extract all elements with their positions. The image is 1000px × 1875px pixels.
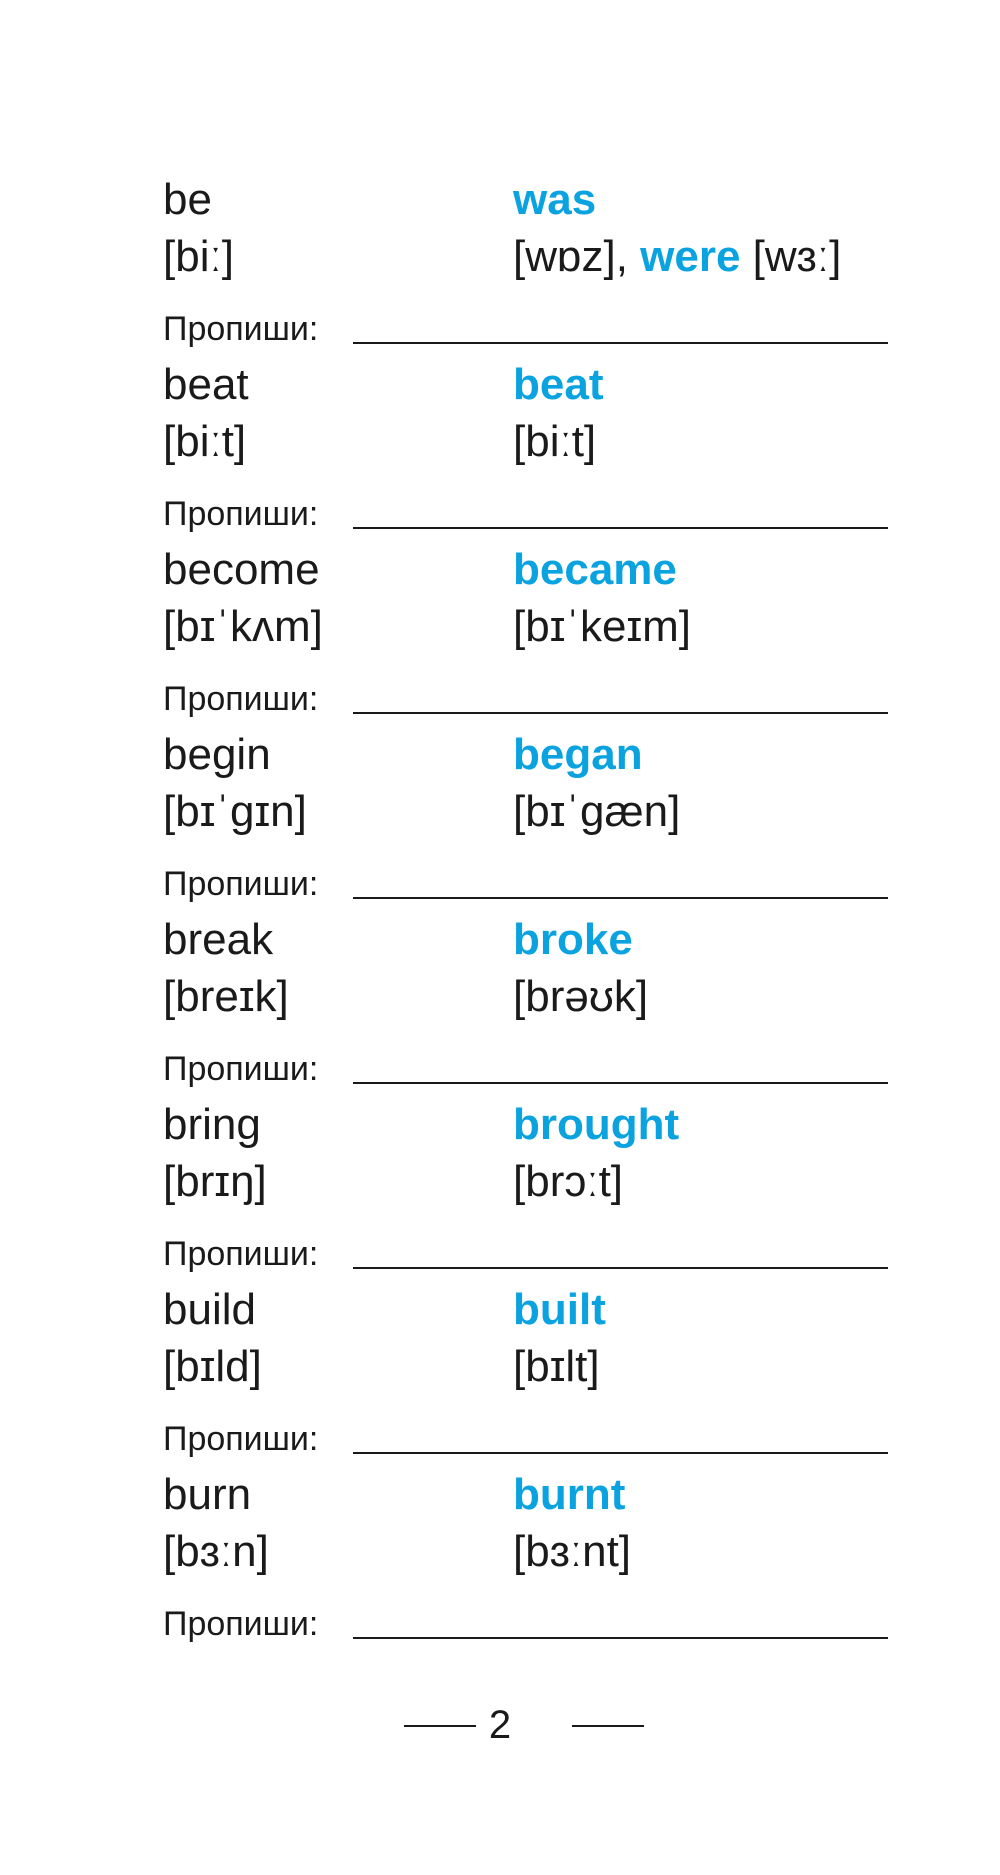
past-form: began (513, 730, 643, 779)
practice-label: Пропиши: (163, 495, 319, 533)
base-transcription: [breɪk] (163, 972, 289, 1021)
practice-label: Пропиши: (163, 865, 319, 903)
practice-writing-line (353, 342, 888, 344)
practice-writing-line (353, 1267, 888, 1269)
past-form: beat (513, 360, 604, 409)
base-transcription: [biː] (163, 232, 234, 281)
verb-entry-build (163, 1285, 888, 1471)
practice-writing-line (353, 897, 888, 899)
past-form: broke (513, 915, 633, 964)
past-transcription (513, 232, 841, 282)
past-form: became (513, 545, 677, 594)
past-transcription-were: [wɜː] (740, 232, 842, 281)
practice-label: Пропиши: (163, 1605, 319, 1643)
practice-writing-line (353, 1452, 888, 1454)
verb-entry-bring (163, 1100, 888, 1286)
past-transcription: [bɪˈgæn] (513, 787, 681, 836)
base-form: beat (163, 360, 249, 409)
past-form: brought (513, 1100, 680, 1149)
footer-dash-left (404, 1725, 476, 1727)
base-transcription: [brɪŋ] (163, 1157, 267, 1206)
practice-writing-line (353, 527, 888, 529)
practice-label: Пропиши: (163, 680, 319, 718)
base-transcription: [bɪˈkʌm] (163, 602, 323, 651)
practice-writing-line (353, 712, 888, 714)
past-transcription: [bɪlt] (513, 1342, 600, 1391)
past-transcription-was: [wɒz], (513, 232, 641, 281)
past-transcription: [brəʊk] (513, 972, 649, 1021)
verb-entry-break (163, 915, 888, 1101)
verb-entry-become (163, 545, 888, 731)
base-form: build (163, 1285, 256, 1334)
past-transcription: [biːt] (513, 417, 597, 466)
past-transcription: [brɔːt] (513, 1157, 624, 1206)
practice-label: Пропиши: (163, 310, 319, 348)
practice-label: Пропиши: (163, 1050, 319, 1088)
base-form: be (163, 175, 212, 224)
base-form: begin (163, 730, 271, 779)
verb-entry-begin (163, 730, 888, 916)
base-form: break (163, 915, 274, 964)
past-transcription: [bɜːnt] (513, 1527, 632, 1576)
past-form: was (513, 175, 597, 224)
base-transcription: [bɪld] (163, 1342, 262, 1391)
past-form-alt: were (640, 232, 741, 281)
past-form: burnt (513, 1470, 626, 1519)
past-form: built (513, 1285, 606, 1334)
base-form: burn (163, 1470, 252, 1519)
base-transcription: [bɜːn] (163, 1527, 269, 1576)
practice-label: Пропиши: (163, 1420, 319, 1458)
verb-entry-be (163, 175, 888, 361)
base-transcription: [bɪˈgɪn] (163, 787, 307, 836)
base-form: become (163, 545, 320, 594)
verb-entry-burn (163, 1470, 888, 1656)
practice-writing-line (353, 1082, 888, 1084)
verb-entry-beat (163, 360, 888, 546)
practice-label: Пропиши: (163, 1235, 319, 1273)
footer-dash-right (572, 1725, 644, 1727)
past-transcription: [bɪˈkeɪm] (513, 602, 692, 651)
page-number: 2 (488, 1703, 512, 1747)
page-footer (0, 1700, 1000, 1750)
practice-writing-line (353, 1637, 888, 1639)
base-form: bring (163, 1100, 261, 1149)
base-transcription: [biːt] (163, 417, 247, 466)
